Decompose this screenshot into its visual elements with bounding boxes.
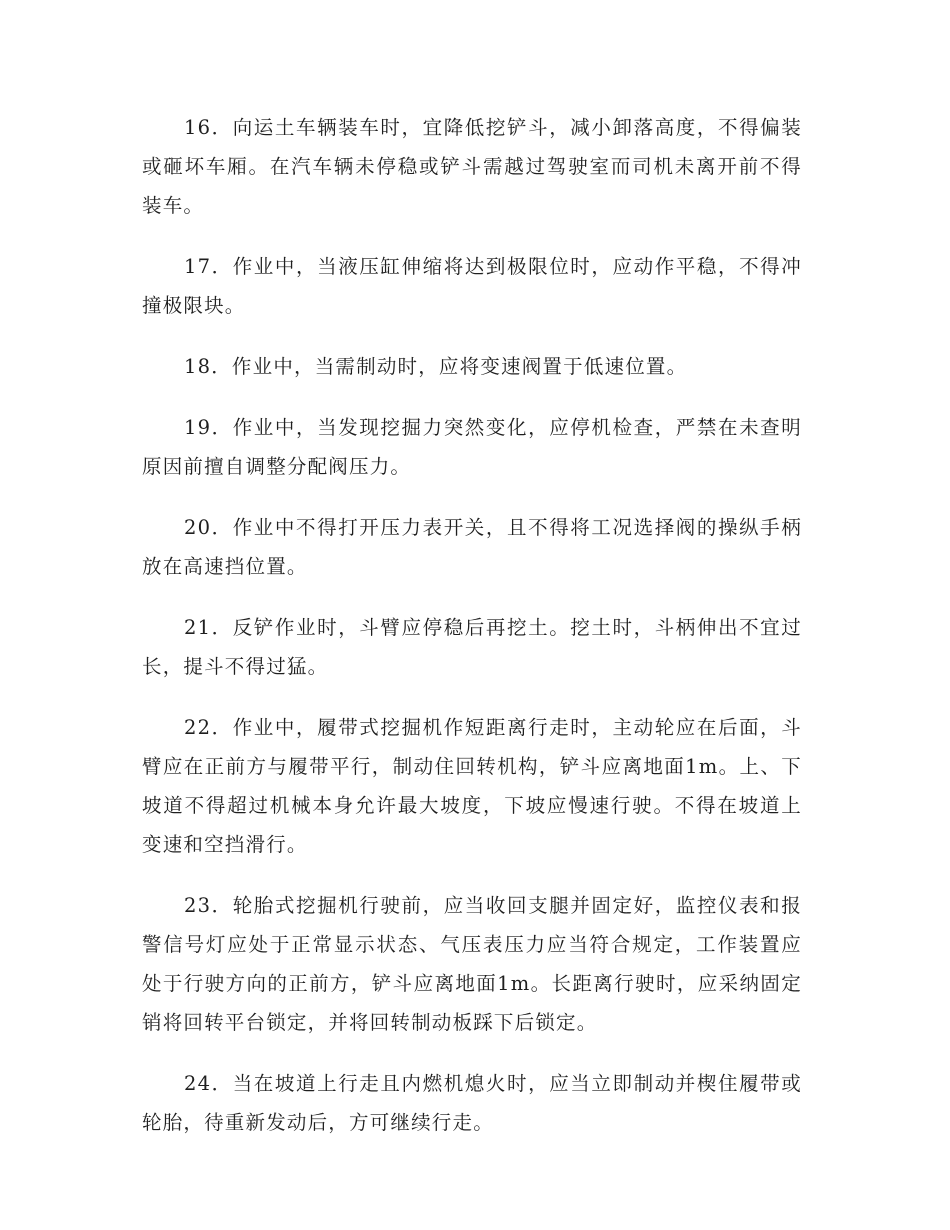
paragraph-17: 17．作业中，当液压缸伸缩将达到极限位时，应动作平稳，不得冲撞极限块。 xyxy=(142,255,802,317)
paragraph-16: 16．向运土车辆装车时，宜降低挖铲斗，减小卸落高度，不得偏装或砸坏车厢。在汽车辆未停稳或铲斗需越过驾驶室而司机未离开前不得装车。 xyxy=(142,116,802,217)
paragraph-20: 20．作业中不得打开压力表开关，且不得将工况选择阀的操纵手柄放在高速挡位置。 xyxy=(142,516,802,578)
paragraph-22: 22．作业中，履带式挖掘机作短距离行走时，主动轮应在后面，斗臂应在正前方与履带平行，制动住回转机构，铲斗应离地面1m。上、下坡道不得超过机械本身允许最大坡度，下坡应慢速行驶。不得在坡道上变速和空挡滑行。 xyxy=(142,716,802,856)
paragraph-18: 18．作业中，当需制动时，应将变速阀置于低速位置。 xyxy=(184,355,688,378)
paragraph-23: 23．轮胎式挖掘机行驶前，应当收回支腿并固定好，监控仪表和报警信号灯应处于正常显示状态、气压表压力应当符合规定，工作装置应处于行驶方向的正前方，铲斗应离地面1m。长距离行驶时，应采纳固定销将回转平台锁定，并将回转制动板踩下后锁定。 xyxy=(142,894,802,1034)
paragraph-21: 21．反铲作业时，斗臂应停稳后再挖土。挖土时，斗柄伸出不宜过长，提斗不得过猛。 xyxy=(142,616,802,678)
document-body xyxy=(142,108,802,1164)
paragraph-24: 24．当在坡道上行走且内燃机熄火时，应当立即制动并楔住履带或轮胎，待重新发动后，方可继续行走。 xyxy=(142,1072,802,1134)
paragraph-19: 19．作业中，当发现挖掘力突然变化，应停机检查，严禁在未查明原因前擅自调整分配阀压力。 xyxy=(142,416,802,478)
